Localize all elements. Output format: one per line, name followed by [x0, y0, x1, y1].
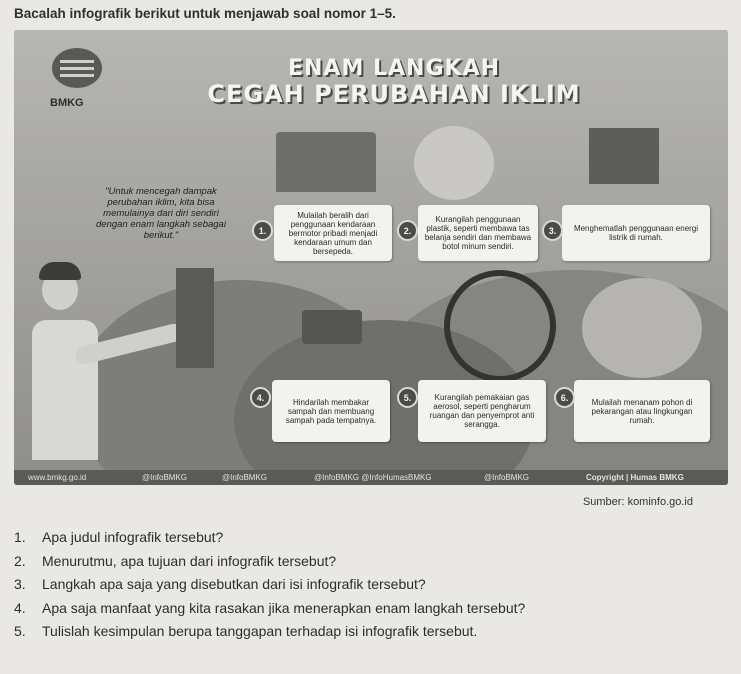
question-item — [14, 599, 734, 623]
step-card-6 — [574, 380, 710, 442]
step-3-text: Menghematlah penggunaan energi listrik di rumah. — [573, 224, 699, 242]
infographic-title-line2: CEGAH PERUBAHAN IKLIM — [207, 80, 581, 108]
trash-bins-illustration — [302, 310, 362, 344]
tv-cabinet-illustration — [589, 128, 659, 184]
footer-facebook: @InfoBMKG — [142, 473, 188, 482]
question-item — [14, 552, 734, 576]
infographic-title-line1: ENAM LANGKAH — [287, 56, 501, 81]
step-6-text: Mulailah menanam pohon di pekarangan atau lingkungan rumah. — [591, 397, 693, 425]
question-text: Apa judul infografik tersebut? — [42, 529, 224, 545]
step-5-text: Kurangilah pemakaian gas aerosol, seperti pengharum ruangan dan penyemprot anti serangga. — [429, 393, 535, 429]
step-card-3 — [562, 205, 710, 261]
question-number: 1. — [14, 529, 26, 545]
step-4-text: Hindarilah membakar sampah dan membuang sampah pada tempatnya. — [285, 397, 377, 425]
question-item — [14, 575, 734, 599]
question-number: 3. — [14, 576, 26, 592]
question-item — [14, 528, 734, 552]
logo-text: BMKG — [50, 97, 84, 109]
step-card-1 — [274, 205, 392, 261]
step-1-number: 1. — [252, 220, 273, 241]
step-3-number: 3. — [542, 220, 563, 241]
question-number: 4. — [14, 599, 26, 616]
question-number: 2. — [14, 552, 26, 569]
no-aerosol-sign-illustration — [444, 270, 556, 382]
question-item — [14, 622, 734, 646]
footer-website: www.bmkg.go.id — [28, 473, 87, 482]
building-illustration — [176, 268, 214, 368]
step-card-5 — [418, 380, 546, 442]
step-1-text: Mulailah beralih dari penggunaan kendaraan bermotor pribadi menjadi kendaraan umum dan bersepeda. — [288, 210, 378, 256]
question-text: Apa saja manfaat yang kita rasakan jika menerapkan enam langkah tersebut? — [42, 599, 526, 616]
infographic — [14, 30, 728, 485]
source-credit: Sumber: kominfo.go.id — [582, 496, 693, 508]
footer-youtube: @InfoBMKG — [484, 473, 530, 482]
question-text: Menurutmu, apa tujuan dari infografik tersebut? — [42, 552, 337, 569]
shopping-bag-illustration — [414, 126, 494, 200]
person-hair — [39, 262, 81, 280]
step-2-number: 2. — [397, 220, 418, 241]
infographic-footer — [14, 470, 728, 485]
question-text: Langkah apa saja yang disebutkan dari isi infografik tersebut? — [42, 576, 426, 592]
bmkg-logo — [52, 48, 102, 88]
intro-instruction: Bacalah infografik berikut untuk menjawab soal nomor 1–5. — [14, 6, 396, 21]
footer-instagram: @InfoBMKG — [222, 473, 268, 482]
step-5-number: 5. — [397, 387, 418, 408]
city-buildings-illustration — [276, 132, 376, 192]
footer-copyright: Copyright | Humas BMKG — [586, 473, 684, 482]
step-2-text: Kurangilah penggunaan plastik, seperti membawa tas belanja sendiri dan membawa botol minum sendiri. — [424, 215, 532, 251]
question-list — [14, 528, 734, 646]
question-number: 5. — [14, 623, 26, 639]
person-illustration — [32, 320, 98, 460]
step-card-4 — [272, 380, 390, 442]
step-card-2 — [418, 205, 538, 261]
step-6-number: 6. — [554, 387, 575, 408]
infographic-quote: "Untuk mencegah dampak perubahan iklim, kita bisa memulainya dari diri sendiri dengan enam langkah sebagai berikut." — [96, 186, 226, 241]
tree-planting-illustration — [582, 278, 702, 378]
step-4-number: 4. — [250, 387, 271, 408]
footer-twitter: @InfoBMKG @InfoHumasBMKG — [314, 473, 432, 482]
question-text: Tulislah kesimpulan berupa tanggapan terhadap isi infografik tersebut. — [42, 623, 478, 639]
